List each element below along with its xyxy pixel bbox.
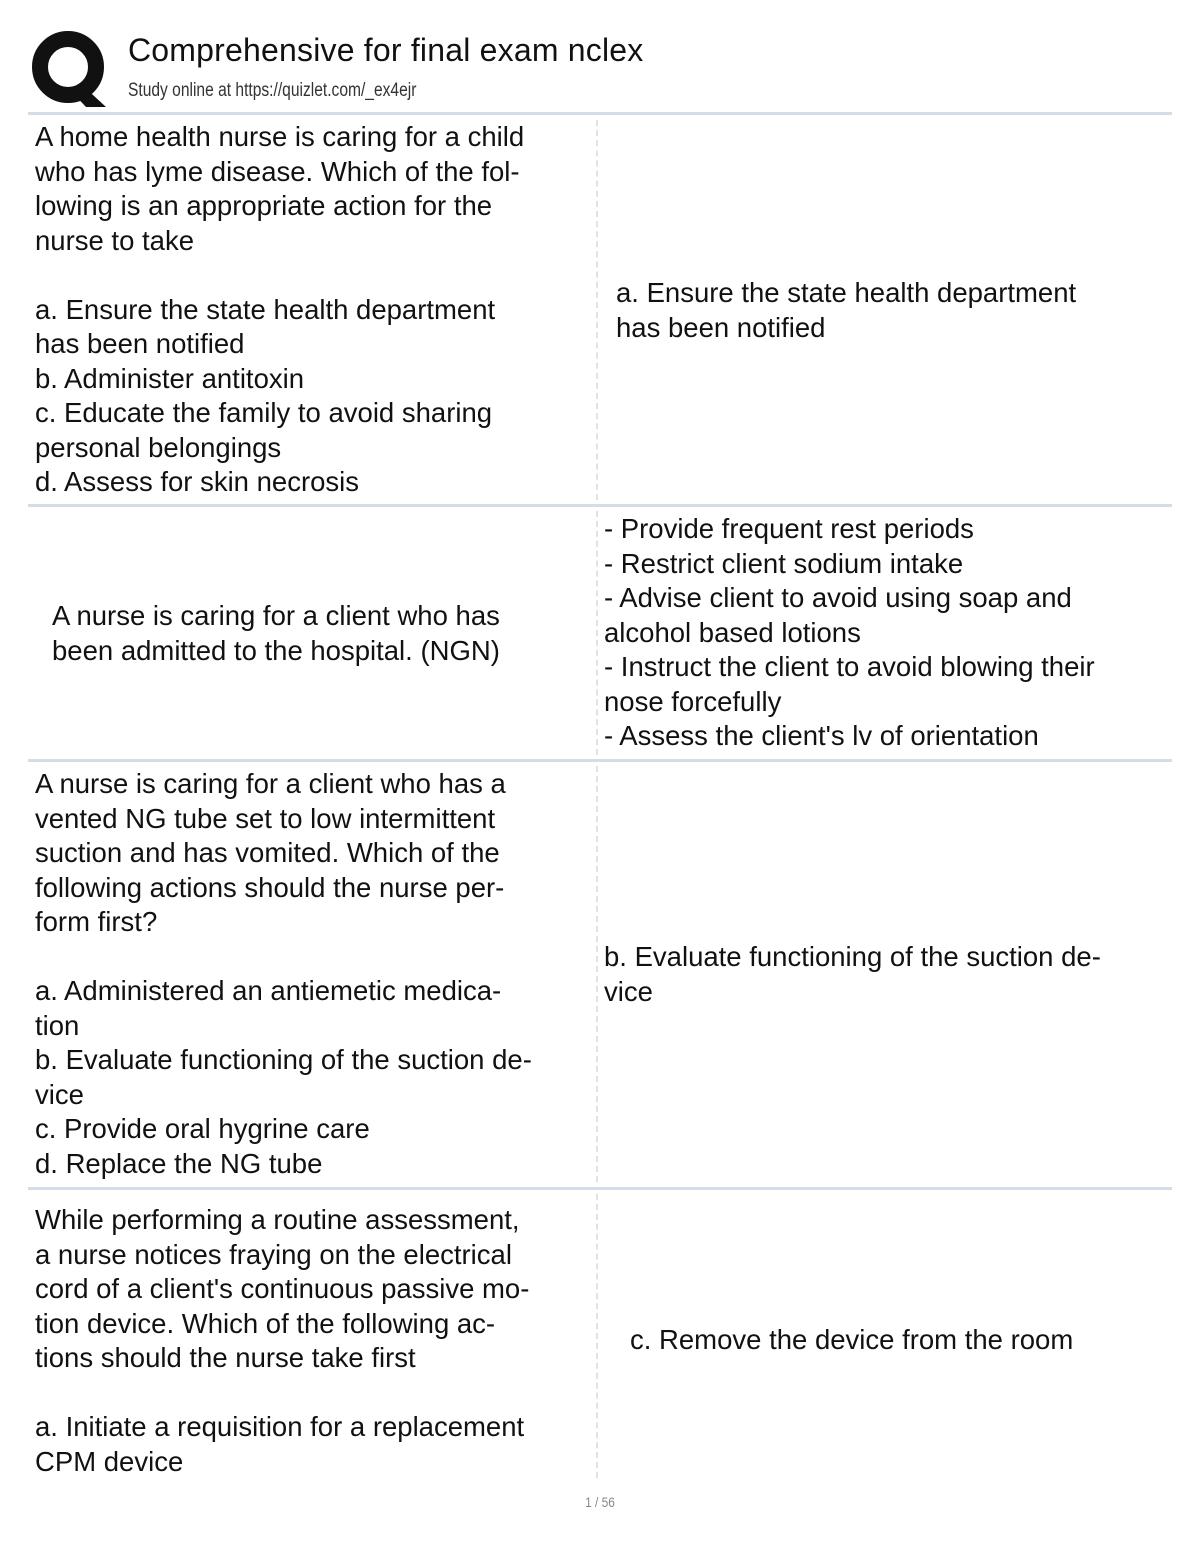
column-divider xyxy=(596,1194,598,1478)
flashcard-row xyxy=(28,1190,1172,1482)
quizlet-logo-icon xyxy=(30,28,110,108)
flashcard-answer: b. Evaluate functioning of the suction de- vice xyxy=(604,941,1101,1007)
flashcard-row xyxy=(28,116,1172,504)
flashcard-row xyxy=(28,762,1172,1186)
study-online-link[interactable]: Study online at https://quizlet.com/_ex4ejr xyxy=(128,80,417,101)
header-divider xyxy=(28,112,1172,115)
column-divider xyxy=(596,766,598,1182)
flashcard-question: A nurse is caring for a client who has been admitted to the hospital. (NGN) xyxy=(52,600,500,666)
flashcard-question: A nurse is caring for a client who has a vented NG tube set to low intermittent suction and has vomited. Which of the following actions should the nurse per- form first? a. Administered an antiemetic medica- tion b. Evaluate functioning of the suction de- vice c. Provide oral hygrine care d. Replace the NG tube xyxy=(35,768,532,1179)
flashcard-answer: - Provide frequent rest periods - Restrict client sodium intake - Advise client to avoid using soap and alcohol based lotions - Instruct the client to avoid blowing their nose forcefully - Assess the client's lv of orientation xyxy=(604,513,1095,751)
column-divider xyxy=(596,120,598,500)
page-title: Comprehensive for final exam nclex xyxy=(128,32,644,68)
page-header xyxy=(30,28,1172,112)
flashcard-answer: c. Remove the device from the room xyxy=(630,1324,1074,1355)
flashcard-answer: a. Ensure the state health department has been notified xyxy=(616,277,1077,343)
page-indicator: 1 / 56 xyxy=(585,1494,615,1510)
flashcard-row xyxy=(28,507,1172,759)
flashcard-question: A home health nurse is caring for a child who has lyme disease. Which of the fol- lowing is an appropriate action for the nurse to take a. Ensure the state health department has been notified b. Administer antitoxin c. Educate the family to avoid sharing personal belongings d. Assess for skin necrosis xyxy=(35,121,525,497)
flashcard-question: While performing a routine assessment, a nurse notices fraying on the electrical cord of a client's continuous passive mo- tion device. Which of the following ac- tions should the nurse take first a. Initiate a requisition for a replacement CPM device xyxy=(35,1204,530,1477)
